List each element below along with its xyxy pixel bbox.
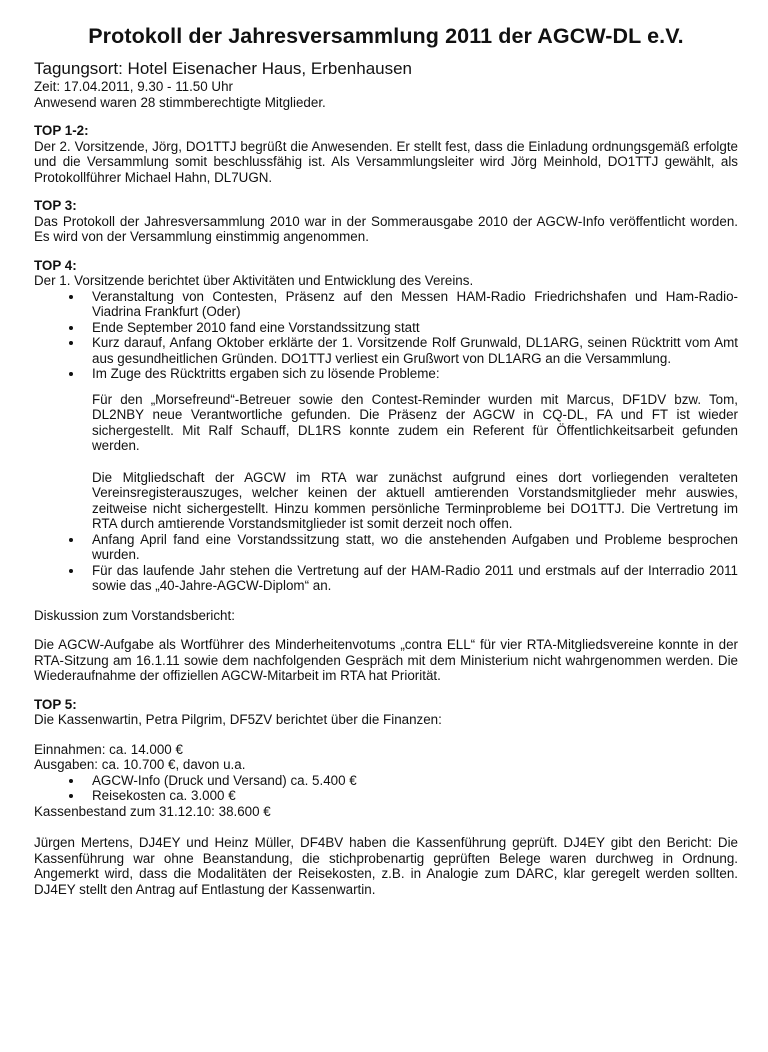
list-item: • Anfang April fand eine Vorstandssitzung statt, wo die anstehenden Aufgaben und Probleme besprochen wurden. (84, 532, 738, 563)
bullet-list (34, 532, 738, 594)
discussion-text: Die AGCW-Aufgabe als Wortführer des Minderheitenvotums „contra ELL“ für vier RTA-Mitgliedsvereine konnte in der RTA-Sitzung am 16.1.11 sowie dem nachfolgenden Gespräch mit dem Ministerium nicht wahrgenommen werden. Die Wiederaufnahme der offiziellen AGCW-Mitarbeit im RTA hat Priorität. (34, 637, 738, 683)
income-line: Einnahmen: ca. 14.000 € (34, 741, 183, 757)
section-text: Der 2. Vorsitzende, Jörg, DO1TTJ begrüßt die Anwesenden. Er stellt fest, dass die Einladung ordnungsgemäß erfolgte und die Versammlung somit beschlussfähig ist. Als Versammlungsleiter wird Jörg Meinhold, DO1TTJ gewählt, als Protokollführer Michael Hahn, DL7UGN. (34, 138, 738, 185)
section-top-4 (34, 258, 738, 684)
list-item: • Im Zuge des Rücktritts ergaben sich zu lösende Probleme: (84, 366, 738, 382)
meeting-time: Zeit: 17.04.2011, 9.30 - 11.50 Uhr (34, 79, 234, 94)
document-title: Protokoll der Jahresversammlung 2011 der AGCW-DL e.V. (88, 24, 684, 48)
list-item: • Veranstaltung von Contesten, Präsenz auf den Messen HAM-Radio Friedrichshafen und Ham-Radio-Viadrina Frankfurt (Oder) (84, 289, 738, 320)
audit-text: Jürgen Mertens, DJ4EY und Heinz Müller, DF4BV haben die Kassenführung geprüft. DJ4EY gibt den Bericht: Die Kassenführung war ohne Beanstandung, die stichprobenartig geprüften Belege waren durchweg in Ordnung. Angemerkt wird, dass die Modalitäten der Reisekosten, z.B. in Analogie zum DARC, klar geregelt werden sollten. DJ4EY stellt den Antrag auf Entlastung der Kassenwartin. (34, 835, 738, 897)
section-text: Das Protokoll der Jahresversammlung 2010 war in der Sommerausgabe 2010 der AGCW-Info veröffentlicht worden. Es wird von der Versammlung einstimmig angenommen. (34, 213, 738, 244)
attendance: Anwesend waren 28 stimmberechtigte Mitglieder. (34, 94, 326, 110)
expenses-line: Ausgaben: ca. 10.700 €, davon u.a. (34, 757, 246, 772)
section-top-5 (34, 697, 738, 898)
list-item: • Reisekosten ca. 3.000 € (84, 788, 738, 804)
section-heading: TOP 3: (34, 198, 77, 213)
section-heading: TOP 4: (34, 257, 77, 273)
discussion-label: Diskussion zum Vorstandsbericht: (34, 607, 235, 623)
section-intro: Der 1. Vorsitzende berichtet über Aktivitäten und Entwicklung des Vereins. (34, 273, 474, 288)
sub-paragraph: Die Mitgliedschaft der AGCW im RTA war zunächst aufgrund eines dort vorliegenden veralteten Vereinsregisterauszuges, welcher keinen der aktuell amtierenden Vorstandsmitglieder mehr auswies, zeitweise nicht sichergestellt. Hinzu kommen persönliche Terminprobleme bei DO1TTJ. Die Vertretung im RTA durch amtierende Vorstandsmitglieder ist somit derzeit noch offen. (92, 469, 738, 531)
list-item: • Kurz darauf, Anfang Oktober erklärte der 1. Vorsitzende Rolf Grunwald, DL1ARG, seinen Rücktritt vom Amt aus gesundheitlichen Gründen. DO1TTJ verliest ein Grußwort von DL1ARG an die Versammlung. (84, 335, 738, 366)
list-item: • AGCW-Info (Druck und Versand) ca. 5.400 € (84, 773, 738, 789)
section-top-3 (34, 198, 738, 245)
sub-paragraph: Für den „Morsefreund“-Betreuer sowie den Contest-Reminder wurden mit Marcus, DF1DV bzw. Tom, DL2NBY neue Verantwortliche gefunden. Die Präsenz der AGCW in CQ-DL, FA und FT ist wieder sichergestellt. Mit Ralf Schauff, DL1RS konnte zudem ein Referent für Öffentlichkeitsarbeit gefunden werden. (92, 391, 738, 453)
section-heading: TOP 5: (34, 696, 77, 712)
list-item: • Ende September 2010 fand eine Vorstandssitzung statt (84, 320, 738, 336)
expense-list (34, 773, 738, 804)
list-item: • Für das laufende Jahr stehen die Vertretung auf der HAM-Radio 2011 und erstmals auf der Interradio 2011 sowie das „40-Jahre-AGCW-Diplom“ an. (84, 563, 738, 594)
section-intro: Die Kassenwartin, Petra Pilgrim, DF5ZV berichtet über die Finanzen: (34, 712, 442, 727)
bullet-list (34, 289, 738, 382)
section-top-1-2 (34, 123, 738, 185)
balance-line: Kassenbestand zum 31.12.10: 38.600 € (34, 803, 271, 819)
section-heading: TOP 1-2: (34, 123, 89, 138)
venue: Tagungsort: Hotel Eisenacher Haus, Erbenhausen (34, 59, 413, 78)
